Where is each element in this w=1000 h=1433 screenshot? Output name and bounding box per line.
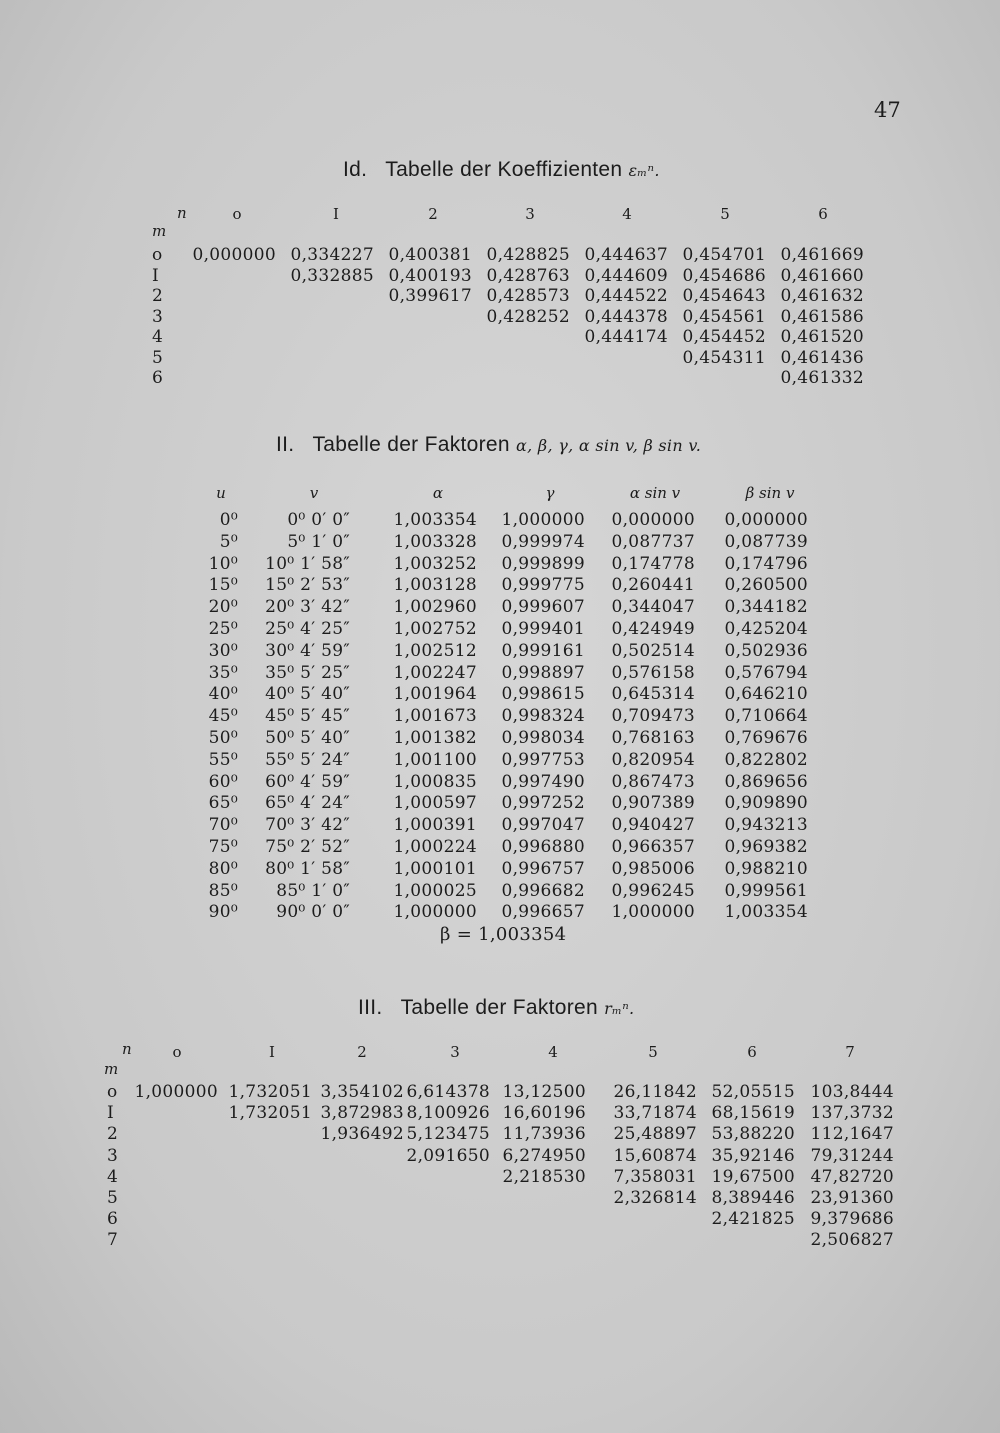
table-2-cell: 0,710664 [724,706,808,727]
table-2-cell: 0,999401 [501,619,585,639]
table-1d-cell: 0,444637 [584,245,668,265]
table-3-col-header: 3 [450,1043,460,1061]
table-2-cell: 1,003328 [393,531,477,552]
table-3-row-label: 6 [107,1209,118,1230]
table-2-cell: 0,909890 [724,793,808,814]
table-2-cell: 1,000025 [393,880,477,901]
table-2-cell: 0,996245 [611,880,695,901]
table-1d-cell: 0,428252 [486,306,570,327]
table-1d-cell: 0,454452 [682,327,766,347]
table-3-cell: 23,91360 [810,1188,894,1208]
table-1d-cell: 0,461660 [780,265,864,286]
table-3-col-header: o [172,1043,182,1061]
table-2-cell: 0,709473 [611,706,695,727]
table-1d-row-label: 4 [152,327,163,347]
table-3-cell: 47,82720 [810,1166,894,1187]
table-2-cell: 0,502514 [611,640,695,661]
table-3-cell: 1,000000 [134,1082,218,1102]
table-2-cell: 0,087737 [611,531,695,552]
table-2-cell: 90⁰ [208,902,238,923]
table-2-cell: 65⁰ [208,793,238,814]
table-2-cell: 1,001964 [393,684,477,705]
table-2-cell: 0,999899 [501,553,585,574]
table-2-footnote: β = 1,003354 [440,924,567,945]
table-1d-cell: 0,428763 [486,265,570,286]
table-2-cell: 0,344047 [611,597,695,618]
table-2-cell: 70⁰ [208,815,238,836]
table-1d-row-label: 3 [152,306,163,327]
table-1d-cell: 0,400193 [388,265,472,286]
table-2-cell: 0,174778 [611,553,695,574]
table-3-title-symbol: rₘⁿ. [604,999,635,1018]
table-2-cell: 0⁰ 0′ 0″ [287,510,350,530]
table-3-cell: 7,358031 [613,1166,697,1187]
table-2-cell: 5⁰ [219,531,238,552]
table-2-cell: 75⁰ 2′ 52″ [265,837,350,857]
table-2-cell: 0,996657 [501,902,585,923]
table-1d-title-text: Tabelle der Koeffizienten [385,158,623,181]
table-3-cell: 137,3732 [810,1103,894,1124]
table-2-cell: 65⁰ 4′ 24″ [265,793,350,814]
table-3-cell: 8,100926 [406,1103,490,1124]
table-2-col-header: γ [545,484,555,502]
table-3-cell: 112,1647 [810,1124,894,1145]
table-1d-col-header: 3 [525,205,535,223]
table-2-cell: 0,997753 [501,749,585,770]
table-2-cell: 85⁰ [208,880,238,901]
table-3-cell: 2,091650 [406,1145,490,1166]
table-1d-title-symbol: εₘⁿ. [628,161,660,180]
table-2-cell: 85⁰ 1′ 0″ [276,880,350,901]
table-2-cell: 0,769676 [724,728,808,748]
table-2-cell: 75⁰ [208,837,238,857]
table-2-cell: 15⁰ 2′ 53″ [265,575,350,596]
table-1d-cell: 0,454311 [682,347,766,368]
table-2-cell: 0,869656 [724,771,808,792]
table-2-cell: 45⁰ [208,706,238,727]
table-2-cell: 1,001673 [393,706,477,727]
table-3-cell: 1,732051 [228,1082,312,1102]
table-2-cell: 0,502936 [724,640,808,661]
table-2-col-header: v [309,484,319,502]
table-3-row-label: 2 [107,1124,118,1145]
table-3-cell: 68,15619 [711,1103,795,1124]
table-2-cell: 90⁰ 0′ 0″ [276,902,350,923]
table-2-cell: 0,768163 [611,728,695,748]
table-2-title [276,433,701,457]
table-2-cell: 0,645314 [611,684,695,705]
table-3-cell: 35,92146 [711,1145,795,1166]
table-3-cell: 53,88220 [711,1124,795,1145]
table-2-cell: 1,003252 [393,553,477,574]
table-2-cell: 1,000000 [611,902,695,923]
table-2-cell: 80⁰ 1′ 58″ [265,858,350,879]
table-3-cell: 3,354102 [320,1082,404,1102]
table-1d-col-header: 2 [428,205,438,223]
table-2-cell: 80⁰ [208,858,238,879]
table-2-cell: 0,998615 [501,684,585,705]
table-1d-row-label: 2 [152,286,163,306]
table-2-col-header: u [216,484,226,502]
table-3-cell: 6,274950 [502,1145,586,1166]
table-2-cell: 1,001100 [393,749,477,770]
table-2-cell: 0,087739 [724,531,808,552]
table-1d-row-label: I [152,265,159,286]
table-1d-cell: 0,399617 [388,286,472,306]
table-2-cell: 55⁰ 5′ 24″ [265,749,350,770]
table-2-cell: 0,996682 [501,880,585,901]
table-2-cell: 1,000101 [393,858,477,879]
table-3-row-label: 7 [107,1230,118,1251]
table-1d-cell: 0,454643 [682,286,766,306]
table-3-row-label: 3 [107,1145,118,1166]
table-2-col-header: α [432,484,444,502]
table-2-cell: 0,907389 [611,793,695,814]
table-2-cell: 0,820954 [611,749,695,770]
table-2-cell: 1,003354 [393,510,477,530]
table-3-title-text: Tabelle der Faktoren [400,996,599,1019]
table-2-cell: 0,000000 [611,510,695,530]
table-3-cell: 1,936492 [320,1124,404,1145]
table-3-cell: 79,31244 [810,1145,894,1166]
table-3-cell: 13,12500 [502,1082,586,1102]
table-2-cell: 60⁰ [208,771,238,792]
table-3-cell: 3,872983 [320,1103,404,1124]
table-3-col-header: I [269,1043,275,1061]
table-3-cell: 19,67500 [711,1166,795,1187]
table-2-cell: 35⁰ [208,662,238,683]
page-number: 47 [874,98,901,122]
table-1d-row-label: 5 [152,347,163,368]
table-2-cell: 70⁰ 3′ 42″ [265,815,350,836]
table-2-cell: 5⁰ 1′ 0″ [287,531,350,552]
table-2-cell: 0,999561 [724,880,808,901]
table-2-cell: 1,003354 [724,902,808,923]
table-2-cell: 25⁰ [208,619,238,639]
table-2-cell: 20⁰ 3′ 42″ [265,597,350,618]
table-2-cell: 0⁰ [219,510,238,530]
table-2-cell: 0,966357 [611,837,695,857]
table-2-cell: 1,000000 [501,510,585,530]
table-2-cell: 0,940427 [611,815,695,836]
table-2-cell: 30⁰ 4′ 59″ [265,640,350,661]
table-1d-cell: 0,454701 [682,245,766,265]
table-2-cell: 0,996880 [501,837,585,857]
table-3-cell: 16,60196 [502,1103,586,1124]
table-3-cell: 11,73936 [502,1124,586,1145]
table-1d-row-label: o [152,245,163,265]
table-2-cell: 0,822802 [724,749,808,770]
table-2-cell: 0,998324 [501,706,585,727]
table-2-title-prefix: II. [276,433,295,456]
table-2-cell: 1,002512 [393,640,477,661]
table-2-cell: 0,943213 [724,815,808,836]
table-3-cell: 52,05515 [711,1082,795,1102]
table-3-m-label: m [104,1060,119,1078]
table-3-row-label: 4 [107,1166,118,1187]
table-1d-cell: 0,454561 [682,306,766,327]
table-2-col-header: β sin v [745,484,795,502]
table-1d-cell: 0,461669 [780,245,864,265]
table-2-cell: 0,424949 [611,619,695,639]
table-2-cell: 0,646210 [724,684,808,705]
table-2-cell: 0,576158 [611,662,695,683]
table-2-cell: 0,999775 [501,575,585,596]
table-3-col-header: 7 [845,1043,855,1061]
table-3-col-header: 6 [747,1043,757,1061]
table-3-cell: 8,389446 [711,1188,795,1208]
table-2-cell: 1,001382 [393,728,477,748]
table-2-cell: 0,174796 [724,553,808,574]
table-1d-cell: 0,444378 [584,306,668,327]
table-3-n-label: n [122,1040,132,1058]
table-1d-cell: 0,444174 [584,327,668,347]
table-1d-col-header: 5 [720,205,730,223]
table-2-cell: 10⁰ [208,553,238,574]
table-3-cell: 2,218530 [502,1166,586,1187]
table-3-title-prefix: III. [358,996,383,1019]
table-2-cell: 0,998897 [501,662,585,683]
table-3-cell: 1,732051 [228,1103,312,1124]
table-2-cell: 45⁰ 5′ 45″ [265,706,350,727]
table-1d-cell: 0,332885 [290,265,374,286]
table-3-cell: 25,48897 [613,1124,697,1145]
table-2-cell: 0,988210 [724,858,808,879]
table-1d-m-label: m [152,222,167,240]
table-2-title-text: Tabelle der Faktoren [312,433,510,456]
table-3-row-label: o [107,1082,118,1102]
table-2-cell: 0,997047 [501,815,585,836]
table-1d-cell: 0,461332 [780,368,864,388]
table-3-col-header: 2 [357,1043,367,1061]
table-2-cell: 0,999607 [501,597,585,618]
table-1d-cell: 0,444609 [584,265,668,286]
table-3-cell: 15,60874 [613,1145,697,1166]
table-2-cell: 0,000000 [724,510,808,530]
table-2-cell: 15⁰ [208,575,238,596]
table-2-cell: 30⁰ [208,640,238,661]
table-3-cell: 26,11842 [613,1082,697,1102]
table-2-cell: 40⁰ 5′ 40″ [265,684,350,705]
table-2-cell: 0,867473 [611,771,695,792]
table-2-cell: 0,344182 [724,597,808,618]
table-1d-col-header: 6 [818,205,828,223]
table-1d-col-header: o [232,205,242,223]
table-1d-cell: 0,461520 [780,327,864,347]
table-2-cell: 1,000391 [393,815,477,836]
table-1d-title-prefix: Id. [343,158,368,181]
table-2-cell: 0,997490 [501,771,585,792]
table-1d-cell: 0,428573 [486,286,570,306]
table-1d-col-header: 4 [622,205,632,223]
table-2-cell: 0,999161 [501,640,585,661]
table-2-cell: 55⁰ [208,749,238,770]
table-1d-title [343,158,660,182]
table-2-cell: 0,999974 [501,531,585,552]
table-2-cell: 25⁰ 4′ 25″ [265,619,350,639]
table-2-cell: 20⁰ [208,597,238,618]
table-1d-cell: 0,000000 [192,245,276,265]
table-2-cell: 60⁰ 4′ 59″ [265,771,350,792]
table-2-cell: 0,998034 [501,728,585,748]
table-2-cell: 40⁰ [208,684,238,705]
table-2-cell: 1,000597 [393,793,477,814]
table-3-col-header: 4 [548,1043,558,1061]
table-1d-n-label: n [177,204,187,222]
table-2-cell: 1,000000 [393,902,477,923]
table-2-cell: 1,002752 [393,619,477,639]
table-3-cell: 5,123475 [406,1124,490,1145]
table-3-cell: 2,326814 [613,1188,697,1208]
table-1d-cell: 0,461586 [780,306,864,327]
table-2-cell: 1,003128 [393,575,477,596]
table-3-cell: 103,8444 [810,1082,894,1102]
table-1d-cell: 0,428825 [486,245,570,265]
table-2-cell: 0,985006 [611,858,695,879]
table-3-cell: 2,421825 [711,1209,795,1230]
table-1d-cell: 0,334227 [290,245,374,265]
table-1d-cell: 0,454686 [682,265,766,286]
table-2-cell: 0,969382 [724,837,808,857]
table-3-row-label: I [107,1103,114,1124]
table-2-cell: 0,260441 [611,575,695,596]
table-2-cell: 0,260500 [724,575,808,596]
table-1d-cell: 0,461436 [780,347,864,368]
table-1d-cell: 0,461632 [780,286,864,306]
table-2-title-symbols: α, β, γ, α sin v, β sin v. [516,436,702,455]
table-2-cell: 1,002247 [393,662,477,683]
table-2-cell: 0,996757 [501,858,585,879]
table-3-col-header: 5 [648,1043,658,1061]
table-3-cell: 33,71874 [613,1103,697,1124]
table-2-cell: 50⁰ [208,728,238,748]
table-1d-cell: 0,400381 [388,245,472,265]
table-2-cell: 35⁰ 5′ 25″ [265,662,350,683]
table-1d-cell: 0,444522 [584,286,668,306]
table-3-cell: 9,379686 [810,1209,894,1230]
table-2-cell: 0,425204 [724,619,808,639]
table-3-row-label: 5 [107,1188,118,1208]
table-3-title [358,996,634,1020]
table-2-cell: 1,002960 [393,597,477,618]
table-2-col-header: α sin v [629,484,681,502]
table-1d-col-header: I [333,205,339,223]
table-2-cell: 0,997252 [501,793,585,814]
table-2-cell: 1,000224 [393,837,477,857]
table-3-cell: 2,506827 [810,1230,894,1251]
table-2-cell: 50⁰ 5′ 40″ [265,728,350,748]
table-3-cell: 6,614378 [406,1082,490,1102]
table-2-cell: 1,000835 [393,771,477,792]
table-2-cell: 10⁰ 1′ 58″ [265,553,350,574]
table-1d-row-label: 6 [152,368,163,388]
table-2-cell: 0,576794 [724,662,808,683]
